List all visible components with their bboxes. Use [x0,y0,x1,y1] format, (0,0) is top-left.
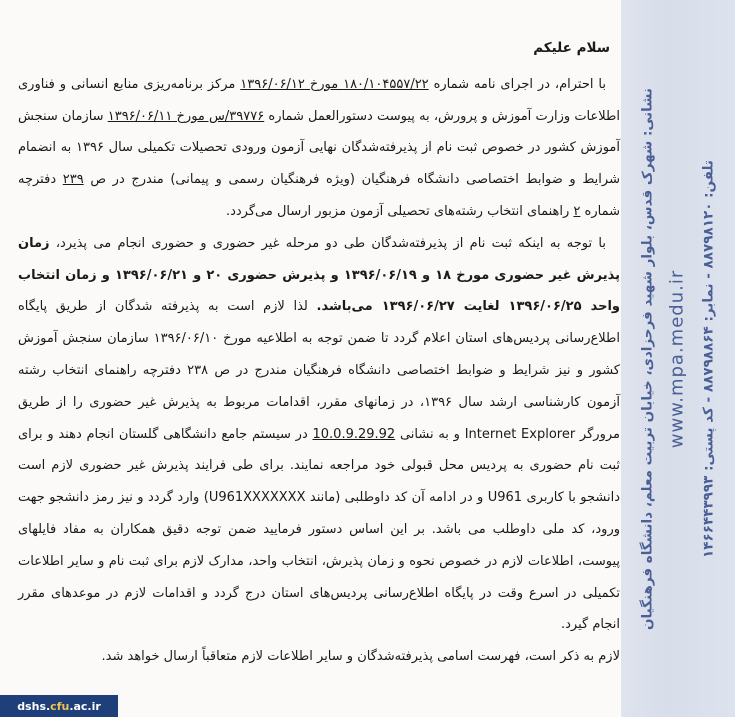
paragraph-3: لازم به ذکر است، فهرست اسامی پذیرفته‌شدگان و سایر اطلاعات لازم متعاقباً ارسال خواهد شد. [101,649,620,665]
p1-text-2: مرکز برنامه‌ریزی منابع انسانی و فناوری اطلاعات وزارت آموزش و پرورش، به پیوست دستورالعمل شماره [18,76,620,124]
p2-text-6: ) وارد گردد و نیز رمز دانشجو جهت ورود، کد ملی داوطلب می باشد. بر این اساس دستور فرمایید ضمن توجه دقیق همکاران به مفاد فایلهای پیوست، اطلاعات لازم در خصوص نحوه و زمان پذیرش، انتخاب واحد، مدارک لازم برای ثبت نام و سایر اطلاعات تکمیلی در اسرع وقت در پایگاه اطلاع‌رسانی پردیس‌های استان درج گردد و اقدامات لازم در موعدهای مقرر انجام گیرد. [18,490,620,633]
paragraph-1 [18,69,620,228]
p1-text-3: سازمان سنجش آموزش کشور در خصوص ثبت نام از پذیرفته‌شدگان نهایی آزمون ورودی تحصیلات تکمیلی سال ۱۳۹۶ به انضمام شرایط و ضوابط اختصاصی دانشگاه فرهنگیان (ویژه فرهنگیان رسمی و پیمانی) مندرج در ص [18,108,620,188]
p1-text-4: دفترچه شماره [18,172,620,219]
footer-prefix: dshs. [17,699,51,713]
p2-text-1: با توجه به اینکه ثبت نام از پذیرفته‌شدگان طی دو مرحله غیر حضوری و حضوری انجام می پذیرد، [49,235,606,251]
p2-text-3: و به نشانی [395,426,465,442]
p2-text-5: و در ادامه آن کد داوطلبی (مانند [305,490,488,506]
footer-suffix: .ac.ir [69,699,101,713]
ref-instruction-number: ۳۹۷۷۶/س مورخ ۱۳۹۶/۰۶/۱۱ [107,108,265,124]
sidebar-phone: تلفن: ۸۸۷۹۸۱۲۰ - نمابر: ۸۸۷۹۸۸۶۴ - کد پستی: ۱۴۶۶۴۴۳۹۹۳ [700,159,717,558]
sidebar-address: نشانی: شهرک قدس، بلوار شهید فرحزادی، خیابان تربیت معلم، دانشگاه فرهنگیان [639,87,656,630]
p1-text-1: با احترام، در اجرای نامه شماره [428,76,606,92]
paragraph-2 [18,228,620,641]
schedule-bold-text: زمان پذیرش غیر حضوری مورخ ۱۸ و ۱۳۹۶/۰۶/۱۹ و پذیرش حضوری ۲۰ و ۱۳۹۶/۰۶/۲۱ و زمان انتخاب واحد ۱۳۹۶/۰۶/۲۵ لغایت ۱۳۹۶/۰۶/۲۷ می‌باشد. [18,235,620,315]
ref-page-number: ۲۳۹ [62,172,84,188]
letterhead-sidebar [621,0,735,717]
system-ip-address: 10.0.9.29.92 [312,426,396,442]
p2-text-4: در سیستم جامع دانشگاهی گلستان انجام دهند و برای ثبت نام حضوری به پردیس محل قبولی خود مراجعه نمایند. برای طی فرایند پذیرش غیر حضوری لازم است دانشجو با کاربری [18,426,621,506]
p2-text-2: لذا لازم است به پذیرفته شدگان از طریق پایگاه اطلاع‌رسانی پردیس‌های استان اعلام گردد تا ضمن توجه به اطلاعیه مورخ ۱۳۹۶/۰۶/۱۰ سازمان سنجش آموزش کشور و نیز شرایط و ضوابط اختصاصی دانشگاه فرهنگیان مندرج در ص ۲۳۸ دفترچه راهنمای انتخاب رشته آزمون کارشناسی ارشد سال ۱۳۹۶، در زمانهای مقرر، اقدامات مربوط به پذیرش غیر حضوری را از طریق مرورگر [18,299,620,442]
p1-text-5: راهنمای انتخاب رشته‌های تحصیلی آزمون مزبور ارسال می‌گردد. [225,203,574,219]
ref-booklet-number: ۲ [573,203,581,219]
username-example: U961XXXXXXX [208,490,306,506]
footer-accent: cfu [50,699,70,713]
footer-site-logo [0,695,118,717]
ref-letter-number: ۱۸۰/۱۰۴۵۵۷/۲۲ مورخ ۱۳۹۶/۰۶/۱۲ [240,76,429,92]
login-username: U961 [487,490,523,506]
sidebar-contact-block [633,39,724,679]
letter-body [18,33,620,673]
browser-name: Internet Explorer [464,426,576,442]
sidebar-website: www.mpa.medu.ir [666,269,688,448]
letter-greeting: سلام علیکم [533,40,610,56]
